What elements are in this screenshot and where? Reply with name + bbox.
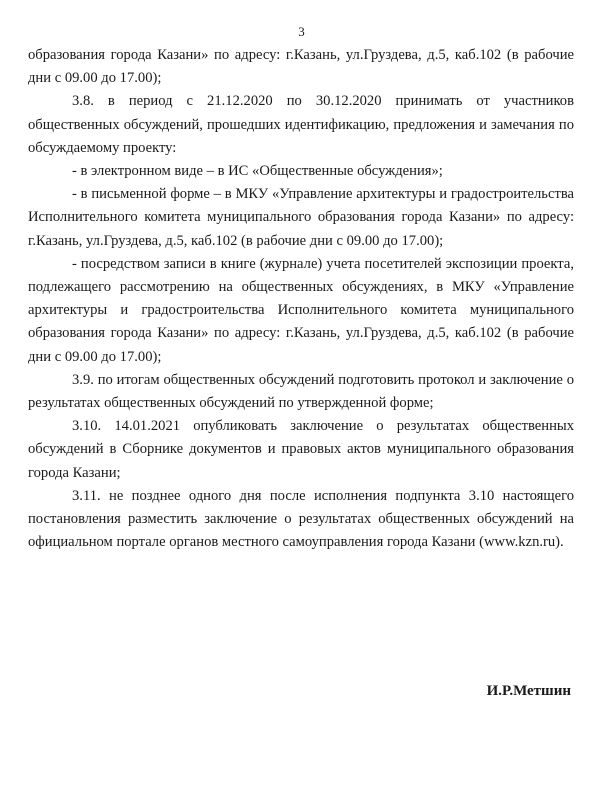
paragraph-3-10: 3.10. 14.01.2021 опубликовать заключение о результатах общественных обсуждений в Сборнике документов и правовых актов муниципального образования города Казани; (28, 418, 574, 481)
list-item-written: - в письменной форме – в МКУ «Управление архитектуры и градостроительства Исполнительного комитета муниципального образования города Казани» по адресу: г.Казань, ул.Груздева, д.5, каб.102 (в рабочие дни с 09.00 до 17.00); (28, 186, 574, 249)
paragraph-3-9: 3.9. по итогам общественных обсуждений подготовить протокол и заключение о результатах общественных обсуждений по утвержденной форме; (28, 371, 574, 412)
signature-name: И.Р.Метшин (486, 683, 571, 699)
paragraph-continuation: образования города Казани» по адресу: г.Казань, ул.Груздева, д.5, каб.102 (в рабочие дни с 09.00 до 17.00); (28, 47, 574, 87)
list-item-journal: - посредством записи в книге (журнале) учета посетителей экспозиции проекта, подлежащего рассмотрению на общественных обсуждениях, в МКУ «Управление архитектуры и градостроительства Исполнительного комитета муниципального образования города Казани» по адресу: г.Казань, ул.Груздева, д.5, каб.102 (в рабочие дни с 09.00 до 17.00); (28, 255, 574, 365)
paragraph-3-8: 3.8. в период с 21.12.2020 по 30.12.2020 принимать от участников общественных обсуждений, прошедших идентификацию, предложения и замечания по обсуждаемому проекту: (28, 93, 574, 156)
paragraph-3-11: 3.11. не позднее одного дня после исполнения подпункта 3.10 настоящего постановления разместить заключение о результатах общественных обсуждений на официальном портале органов местного самоуправления города Казани (www.kzn.ru). (28, 487, 574, 551)
document-body (28, 44, 574, 554)
page-number: 3 (298, 24, 305, 39)
list-item-electronic: - в электронном виде – в ИС «Общественные обсуждения»; (72, 163, 443, 180)
